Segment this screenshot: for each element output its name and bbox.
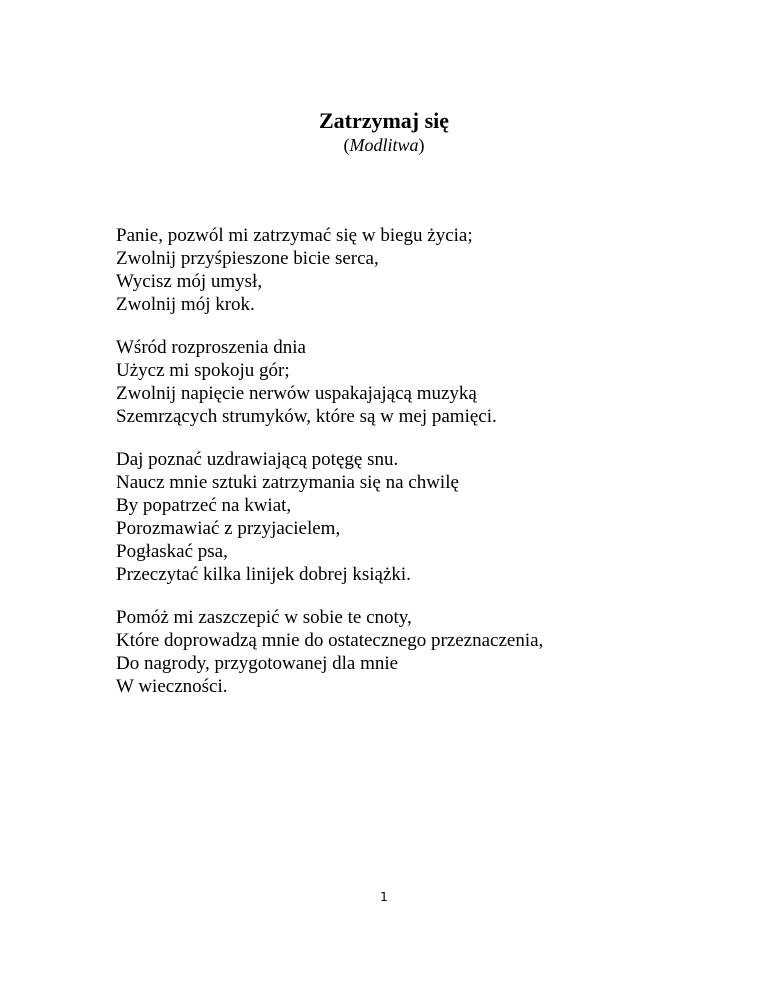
poem-line: Panie, pozwól mi zatrzymać się w biegu życia; <box>116 225 473 246</box>
stanza-1 <box>116 224 736 316</box>
poem-line: Które doprowadzą mnie do ostatecznego przeznaczenia, <box>116 630 544 651</box>
poem-title: Zatrzymaj się <box>318 108 450 133</box>
page-number: 1 <box>380 890 388 904</box>
poem-line: Zwolnij napięcie nerwów uspakajającą muzyką <box>116 383 477 404</box>
subtitle-text: Modlitwa <box>349 135 419 155</box>
poem-line: By popatrzeć na kwiat, <box>116 495 292 516</box>
poem-line: Użycz mi spokoju gór; <box>116 360 290 381</box>
poem-line: Przeczytać kilka linijek dobrej książki. <box>116 564 411 585</box>
stanza-4 <box>116 606 736 698</box>
poem-line: Zwolnij mój krok. <box>116 294 255 315</box>
stanza-2 <box>116 336 736 428</box>
poem-line: Porozmawiać z przyjacielem, <box>116 518 341 539</box>
poem-line: Pogłaskać psa, <box>116 541 228 562</box>
poem-line: Wśród rozproszenia dnia <box>116 337 306 358</box>
poem-line: W wieczności. <box>116 676 228 697</box>
poem-line: Daj poznać uzdrawiającą potęgę snu. <box>116 449 399 470</box>
subtitle-open-paren: ( <box>343 135 350 155</box>
poem-line: Szemrzących strumyków, które są w mej pamięci. <box>116 406 497 427</box>
poem-line: Naucz mnie sztuki zatrzymania się na chwilę <box>116 472 459 493</box>
poem-line: Zwolnij przyśpieszone bicie serca, <box>116 248 379 269</box>
poem-subtitle <box>0 134 768 156</box>
poem-line: Pomóż mi zaszczepić w sobie te cnoty, <box>116 607 412 628</box>
poem-body <box>116 224 736 718</box>
stanza-3 <box>116 448 736 586</box>
subtitle-close-paren: ) <box>418 135 425 155</box>
poem-line: Wycisz mój umysł, <box>116 271 263 292</box>
poem-line: Do nagrody, przygotowanej dla mnie <box>116 653 399 674</box>
